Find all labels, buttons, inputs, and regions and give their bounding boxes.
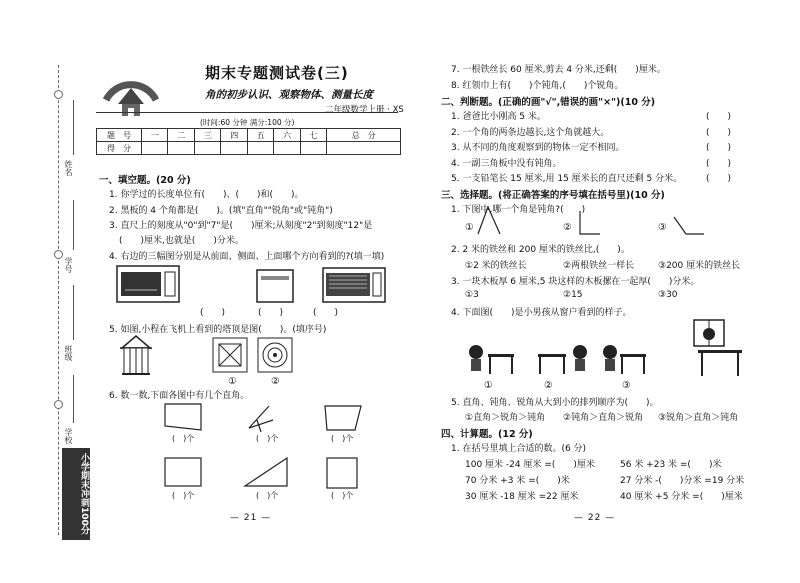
score-header-cell: 题 号 [97, 129, 142, 142]
house-logo-icon [96, 60, 166, 118]
name-line [73, 100, 74, 155]
option-label: ② [271, 376, 280, 387]
triangle-shape [245, 458, 287, 486]
question-4: 4. 右边的三幅图分别是从前面、侧面、上面哪个方向看到的?(填一填) [109, 252, 385, 262]
choice-option: ③200 厘米的铁丝长 [658, 261, 741, 271]
judge-item: 4. 一副三角板中没有钝角。 [451, 159, 562, 169]
page-number-right: — 22 — [574, 513, 616, 523]
trapezoid-shape [165, 404, 201, 430]
score-header-cell: 五 [247, 129, 273, 142]
choice-option: ①直角＞锐角＞钝角 [465, 413, 546, 423]
count-blank[interactable]: ( )个 [256, 434, 279, 443]
choice-option: ②15 [563, 290, 583, 300]
option-label: ③ [658, 222, 667, 233]
score-header-cell: 四 [221, 129, 247, 142]
choice-option: ②两根铁丝一样长 [563, 261, 635, 271]
oven-views-illustration [117, 264, 387, 306]
choice-question-5: 5. 直角、钝角、锐角从大到小的排列顺序为( )。 [451, 398, 659, 408]
score-row-label: 得 分 [97, 142, 142, 155]
score-header-cell: 二 [168, 129, 194, 142]
question-6: 6. 数一数,下面各图中有几个直角。 [109, 391, 250, 401]
exam-title: 期末专题测试卷(三) [205, 64, 349, 82]
choice-option: ①3 [465, 290, 479, 300]
right-angle-shapes [165, 402, 365, 494]
score-cell[interactable] [194, 142, 220, 155]
view-option-3 [603, 345, 646, 374]
section-judgement-title: 二、判断题。(正确的画"√",错误的画"×")(10 分) [441, 97, 656, 108]
score-header-cell: 一 [142, 129, 168, 142]
oven-side-view [257, 270, 293, 302]
question-7: 7. 一根铁丝长 60 厘米,剪去 4 分米,还剩( )厘米。 [451, 65, 666, 75]
score-header-cell: 七 [300, 129, 326, 142]
binding-hole [54, 90, 63, 99]
answer-paren[interactable]: ( ) [258, 308, 284, 318]
section-fill-in-title: 一、填空题。(20 分) [99, 175, 191, 186]
choice-question-3: 3. 一块木板厚 6 厘米,5 块这样的木板摞在一起厚( )分米。 [451, 277, 700, 287]
oven-top-view [323, 268, 385, 302]
obtuse-angle-shape [674, 217, 704, 234]
grade-label: 二年级数学上册 · XS [325, 105, 404, 115]
judge-answer-paren[interactable]: ( ) [706, 174, 732, 184]
top-view-option-1 [213, 338, 247, 372]
square-shape [327, 458, 357, 488]
count-blank[interactable]: ( )个 [331, 491, 354, 500]
judge-answer-paren[interactable]: ( ) [706, 128, 732, 138]
choice-option: ③锐角＞直角＞钝角 [658, 413, 739, 423]
question-8: 8. 红领巾上有( )个钝角,( )个锐角。 [451, 81, 624, 91]
judge-answer-paren[interactable]: ( ) [706, 112, 732, 122]
choice-question-1: 1. 下图中,哪一个角是钝角?( ) [451, 205, 586, 215]
judge-item: 2. 一个角的两条边越长,这个角就越大。 [451, 128, 610, 138]
calc-item: 40 厘米 +5 分米 =( )厘米 [620, 492, 743, 502]
score-cell[interactable] [221, 142, 247, 155]
judge-answer-paren[interactable]: ( ) [706, 159, 732, 169]
angle-lines-shape [249, 406, 273, 432]
calc-intro: 1. 在括号里填上合适的数。(6 分) [451, 444, 587, 454]
view-option-2 [538, 345, 587, 374]
view-option-1 [469, 345, 514, 374]
score-table [96, 128, 401, 155]
question-1: 1. 你学过的长度单位有( )、( )和( )。 [109, 190, 304, 200]
answer-paren[interactable]: ( ) [313, 308, 339, 318]
count-blank[interactable]: ( )个 [172, 434, 195, 443]
option-label: ② [544, 380, 553, 391]
window-views-illustration [462, 318, 747, 380]
score-cell[interactable] [300, 142, 326, 155]
question-5: 5. 如图,小程在飞机上看到的塔顶是图( )。(填序号) [109, 325, 327, 335]
calc-item: 56 米 +23 米 =( )米 [620, 460, 722, 470]
judge-answer-paren[interactable]: ( ) [706, 143, 732, 153]
rectangle-shape [165, 458, 201, 486]
score-cell[interactable] [142, 142, 168, 155]
tower-illustration [118, 334, 293, 380]
exam-subtitle: 角的初步认识、观察物体、测量长度 [205, 89, 373, 101]
count-blank[interactable]: ( )个 [331, 434, 354, 443]
acute-angle-shape [478, 207, 500, 234]
school-label: 学校 [64, 428, 73, 444]
student-id-line [73, 200, 74, 250]
class-label: 班级 [64, 345, 73, 361]
choice-question-2: 2. 2 米的铁丝和 200 厘米的铁丝比,( )。 [451, 245, 630, 255]
score-header-cell: 三 [194, 129, 220, 142]
judge-item: 5. 一支铅笔长 15 厘米,用 15 厘米长的直尺还剩 5 分米。 [451, 174, 683, 184]
question-2: 2. 黑板的 4 个角都是( )。(填"直角""锐角"或"钝角") [109, 206, 333, 216]
option-label: ③ [622, 380, 631, 391]
binding-hole [54, 400, 63, 409]
judge-item: 1. 爸爸比小刚高 5 米。 [451, 112, 546, 122]
count-blank[interactable]: ( )个 [172, 491, 195, 500]
school-line [73, 375, 74, 423]
oven-front-view [117, 266, 179, 302]
right-angle-shape [580, 211, 600, 234]
top-view-option-2 [258, 338, 292, 372]
student-id-label: 学号 [64, 257, 73, 273]
name-label: 姓名 [64, 160, 73, 176]
calc-item: 30 厘米 -18 厘米 =22 厘米 [465, 492, 579, 502]
tower-icon [120, 336, 152, 374]
section-choice-title: 三、选择题。(将正确答案的序号填在括号里)(10 分) [441, 190, 665, 201]
option-label: ① [484, 380, 493, 391]
angle-options-illustration [478, 207, 703, 235]
option-label: ① [465, 222, 474, 233]
choice-option: ②钝角＞直角＞锐角 [563, 413, 644, 423]
score-header-cell: 总 分 [327, 129, 401, 142]
score-cell[interactable] [327, 142, 401, 155]
series-banner: 小学期末冲刺100分 [62, 448, 90, 540]
score-cell[interactable] [168, 142, 194, 155]
score-header-cell: 六 [274, 129, 300, 142]
answer-paren[interactable]: ( ) [200, 308, 226, 318]
count-blank[interactable]: ( )个 [256, 491, 279, 500]
score-cell[interactable] [247, 142, 273, 155]
series-logo [96, 60, 166, 118]
class-line [73, 285, 74, 340]
time-and-score-info: (时间:60 分钟 满分:100 分) [200, 118, 295, 127]
choice-option: ③30 [658, 290, 678, 300]
calc-item: 70 分米 +3 米 =( )米 [465, 476, 570, 486]
quadrilateral-shape [325, 406, 361, 430]
boy-at-window-icon [694, 320, 742, 376]
question-3: 3. 直尺上的刻度从"0"到"7"是( )厘米;从刻度"2"到刻度"12"是 [109, 221, 373, 231]
choice-option: ①2 米的铁丝长 [465, 261, 527, 271]
page-number-left: — 21 — [230, 513, 272, 523]
option-label: ② [563, 222, 572, 233]
question-3-cont: ( )厘米,也就是( )分米。 [119, 236, 244, 246]
choice-question-4: 4. 下面图( )是小男孩从窗户看到的样子。 [451, 308, 632, 318]
calc-item: 27 分米 -( )分米 =19 分米 [620, 476, 745, 486]
section-calculation-title: 四、计算题。(12 分) [441, 429, 533, 440]
score-cell[interactable] [274, 142, 300, 155]
judge-item: 3. 从不同的角度观察到的物体一定不相同。 [451, 143, 625, 153]
binding-hole [54, 250, 63, 259]
calc-item: 100 厘米 -24 厘米 =( )厘米 [465, 460, 595, 470]
option-label: ① [228, 376, 237, 387]
